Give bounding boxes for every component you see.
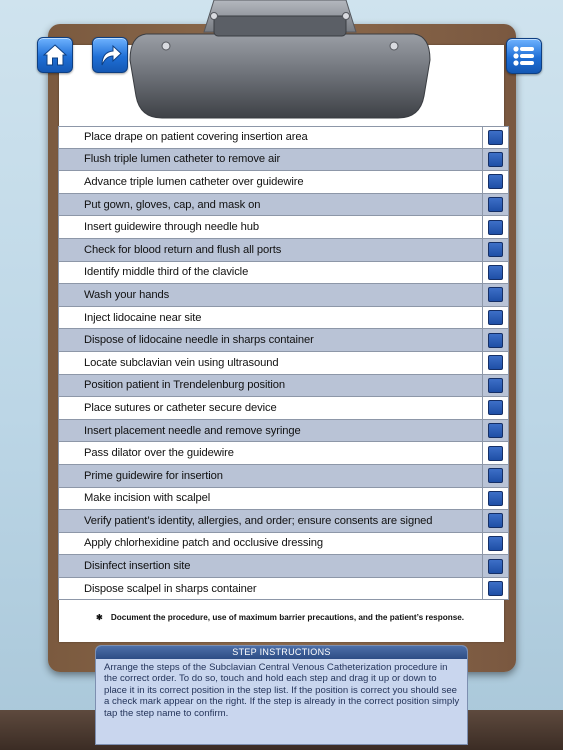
step-row[interactable] bbox=[58, 555, 509, 578]
checkbox-indicator bbox=[488, 197, 503, 212]
step-label[interactable]: Put gown, gloves, cap, and mask on bbox=[59, 194, 483, 216]
step-label[interactable]: Insert guidewire through needle hub bbox=[59, 216, 483, 238]
step-check-cell bbox=[483, 307, 508, 329]
step-check-cell bbox=[483, 171, 508, 193]
step-check-cell bbox=[483, 578, 508, 600]
step-check-cell bbox=[483, 284, 508, 306]
step-check-cell bbox=[483, 127, 508, 148]
footnote bbox=[96, 612, 496, 622]
checkbox-indicator bbox=[488, 333, 503, 348]
checkbox-indicator bbox=[488, 581, 503, 596]
checkbox-indicator bbox=[488, 310, 503, 325]
checkbox-indicator bbox=[488, 287, 503, 302]
checkbox-indicator bbox=[488, 220, 503, 235]
step-label[interactable]: Make incision with scalpel bbox=[59, 488, 483, 510]
step-check-cell bbox=[483, 239, 508, 261]
clipboard-clip bbox=[118, 0, 442, 120]
step-label[interactable]: Insert placement needle and remove syringe bbox=[59, 420, 483, 442]
checkbox-indicator bbox=[488, 513, 503, 528]
step-label[interactable]: Advance triple lumen catheter over guidewire bbox=[59, 171, 483, 193]
step-label[interactable]: Flush triple lumen catheter to remove air bbox=[59, 149, 483, 171]
checkbox-indicator bbox=[488, 378, 503, 393]
step-row[interactable] bbox=[58, 262, 509, 285]
step-label[interactable]: Place sutures or catheter secure device bbox=[59, 397, 483, 419]
step-check-cell bbox=[483, 149, 508, 171]
step-label[interactable]: Apply chlorhexidine patch and occlusive dressing bbox=[59, 533, 483, 555]
step-label[interactable]: Verify patient’s identity, allergies, and order; ensure consents are signed bbox=[59, 510, 483, 532]
instructions-text: Arrange the steps of the Subclavian Central Venous Catheterization procedure in the correct order. To do so, touch and hold each step and drag it up or down to place it in its correct position in the step list. If the position is correct you should see a check mark appear on the right. If the step is already in the correct position simply tap the step name to confirm. bbox=[104, 662, 460, 719]
step-label[interactable]: Wash your hands bbox=[59, 284, 483, 306]
step-check-cell bbox=[483, 329, 508, 351]
checkbox-indicator bbox=[488, 265, 503, 280]
checkbox-indicator bbox=[488, 559, 503, 574]
step-label[interactable]: Dispose of lidocaine needle in sharps container bbox=[59, 329, 483, 351]
home-button[interactable] bbox=[37, 37, 73, 73]
step-row[interactable] bbox=[58, 284, 509, 307]
step-row[interactable] bbox=[58, 375, 509, 398]
step-label[interactable]: Identify middle third of the clavicle bbox=[59, 262, 483, 284]
checkbox-indicator bbox=[488, 152, 503, 167]
step-label[interactable]: Position patient in Trendelenburg position bbox=[59, 375, 483, 397]
step-check-cell bbox=[483, 420, 508, 442]
step-check-cell bbox=[483, 555, 508, 577]
step-check-cell bbox=[483, 488, 508, 510]
instructions-title: STEP INSTRUCTIONS bbox=[96, 646, 467, 659]
step-check-cell bbox=[483, 533, 508, 555]
step-check-cell bbox=[483, 352, 508, 374]
step-row[interactable] bbox=[58, 171, 509, 194]
step-list bbox=[58, 126, 509, 600]
footnote-text: Document the procedure, use of maximum barrier precautions, and the patient’s response. bbox=[110, 613, 465, 622]
redo-button[interactable] bbox=[92, 37, 128, 73]
checkbox-indicator bbox=[488, 242, 503, 257]
checkbox-indicator bbox=[488, 355, 503, 370]
step-row[interactable] bbox=[58, 578, 509, 601]
step-label[interactable]: Place drape on patient covering insertion area bbox=[59, 127, 483, 148]
step-row[interactable] bbox=[58, 510, 509, 533]
menu-button[interactable] bbox=[506, 38, 542, 74]
step-row[interactable] bbox=[58, 465, 509, 488]
step-check-cell bbox=[483, 262, 508, 284]
step-check-cell bbox=[483, 465, 508, 487]
step-instructions-panel bbox=[95, 645, 468, 745]
step-row[interactable] bbox=[58, 149, 509, 172]
step-label[interactable]: Locate subclavian vein using ultrasound bbox=[59, 352, 483, 374]
checkbox-indicator bbox=[488, 468, 503, 483]
checkbox-indicator bbox=[488, 174, 503, 189]
checkbox-indicator bbox=[488, 130, 503, 145]
step-row[interactable] bbox=[58, 194, 509, 217]
home-icon bbox=[42, 43, 68, 67]
step-check-cell bbox=[483, 375, 508, 397]
step-label[interactable]: Check for blood return and flush all ports bbox=[59, 239, 483, 261]
step-check-cell bbox=[483, 397, 508, 419]
list-menu-icon bbox=[511, 43, 537, 69]
step-row[interactable] bbox=[58, 329, 509, 352]
checkbox-indicator bbox=[488, 446, 503, 461]
step-label[interactable]: Disinfect insertion site bbox=[59, 555, 483, 577]
checkbox-indicator bbox=[488, 400, 503, 415]
checkbox-indicator bbox=[488, 423, 503, 438]
step-row[interactable] bbox=[58, 126, 509, 149]
step-check-cell bbox=[483, 510, 508, 532]
step-label[interactable]: Dispose scalpel in sharps container bbox=[59, 578, 483, 600]
checkbox-indicator bbox=[488, 491, 503, 506]
step-row[interactable] bbox=[58, 307, 509, 330]
step-check-cell bbox=[483, 216, 508, 238]
step-row[interactable] bbox=[58, 488, 509, 511]
step-check-cell bbox=[483, 194, 508, 216]
step-row[interactable] bbox=[58, 239, 509, 262]
step-label[interactable]: Prime guidewire for insertion bbox=[59, 465, 483, 487]
step-row[interactable] bbox=[58, 216, 509, 239]
footnote-bullet-icon: ✱ bbox=[96, 613, 103, 622]
step-row[interactable] bbox=[58, 420, 509, 443]
step-row[interactable] bbox=[58, 442, 509, 465]
checkbox-indicator bbox=[488, 536, 503, 551]
step-label[interactable]: Inject lidocaine near site bbox=[59, 307, 483, 329]
step-check-cell bbox=[483, 442, 508, 464]
redo-arrow-icon bbox=[97, 43, 123, 67]
step-label[interactable]: Pass dilator over the guidewire bbox=[59, 442, 483, 464]
step-row[interactable] bbox=[58, 352, 509, 375]
step-row[interactable] bbox=[58, 397, 509, 420]
step-row[interactable] bbox=[58, 533, 509, 556]
